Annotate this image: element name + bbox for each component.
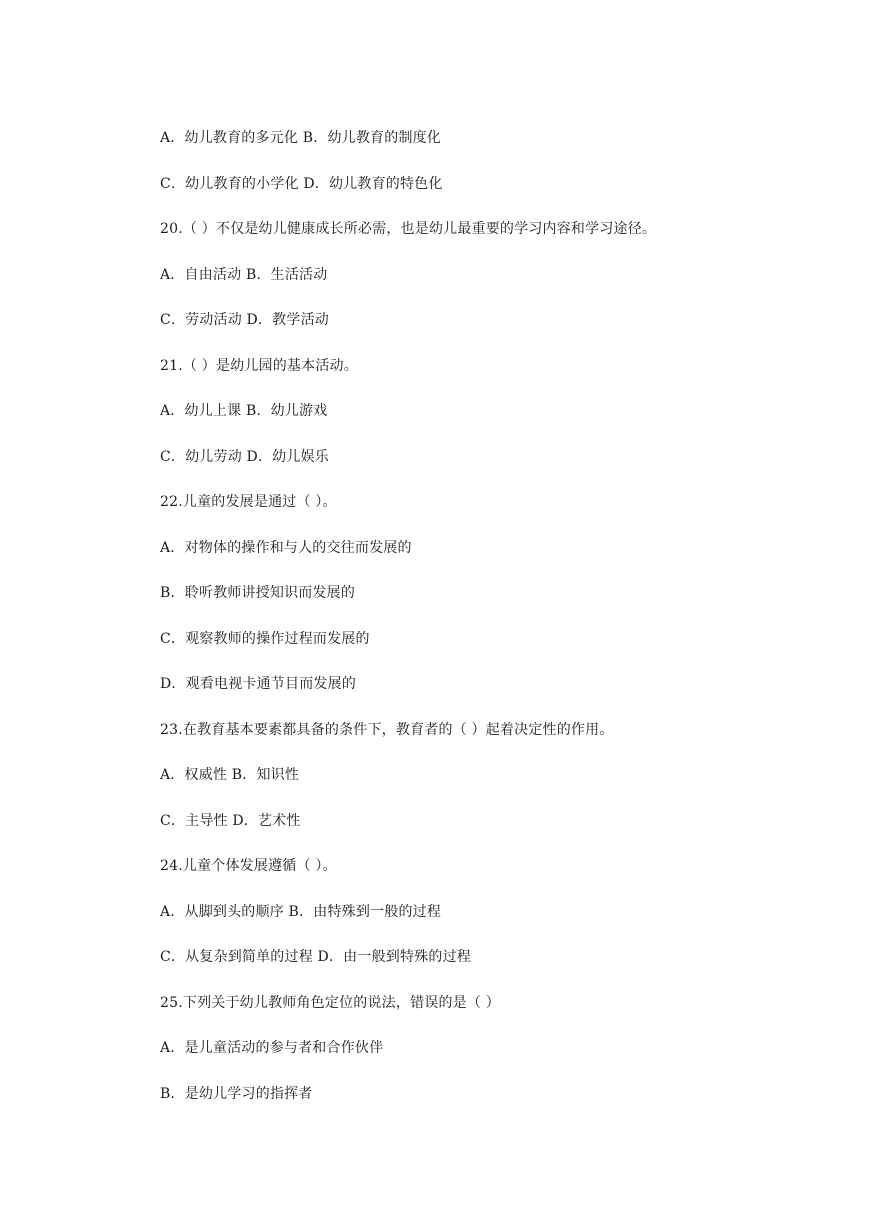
question-line: 20.（ ）不仅是幼儿健康成长所必需，也是幼儿最重要的学习内容和学习途径。 (160, 221, 657, 237)
question-line: 22.儿童的发展是通过（ ）。 (160, 494, 337, 510)
question-line: 25.下列关于幼儿教师角色定位的说法，错误的是（ ） (160, 994, 500, 1011)
option-line: C．观察教师的操作过程而发展的 (160, 630, 370, 647)
option-line: A．从脚到头的顺序 B．由特殊到一般的过程 (160, 903, 442, 920)
option-line: C．幼儿教育的小学化 D．幼儿教育的特色化 (160, 175, 443, 192)
option-line: C．主导性 D．艺术性 (160, 812, 301, 829)
option-line: C．幼儿劳动 D．幼儿娱乐 (160, 448, 329, 465)
option-line: C．从复杂到简单的过程 D．由一般到特殊的过程 (160, 949, 471, 965)
question-line: 23.在教育基本要素都具备的条件下，教育者的（ ）起着决定性的作用。 (160, 721, 614, 738)
option-line: B．聆听教师讲授知识而发展的 (160, 585, 356, 601)
option-line: C．劳动活动 D．教学活动 (160, 312, 329, 328)
question-text-block (160, 127, 840, 1128)
option-line: A．自由活动 B．生活活动 (160, 266, 328, 283)
option-line: A．幼儿教育的多元化 B．幼儿教育的制度化 (160, 130, 442, 146)
question-line: 24.儿童个体发展遵循（ ）。 (160, 858, 337, 874)
option-line: A．权威性 B．知识性 (160, 767, 300, 783)
option-line: D．观看电视卡通节目而发展的 (160, 676, 357, 692)
option-line: A．是儿童活动的参与者和合作伙伴 (160, 1040, 384, 1056)
option-line: A．幼儿上课 B．幼儿游戏 (160, 403, 328, 419)
question-line: 21.（ ）是幼儿园的基本活动。 (160, 357, 358, 374)
option-line: B．是幼儿学习的指挥者 (160, 1085, 313, 1102)
option-line: A．对物体的操作和与人的交往而发展的 (160, 539, 412, 556)
